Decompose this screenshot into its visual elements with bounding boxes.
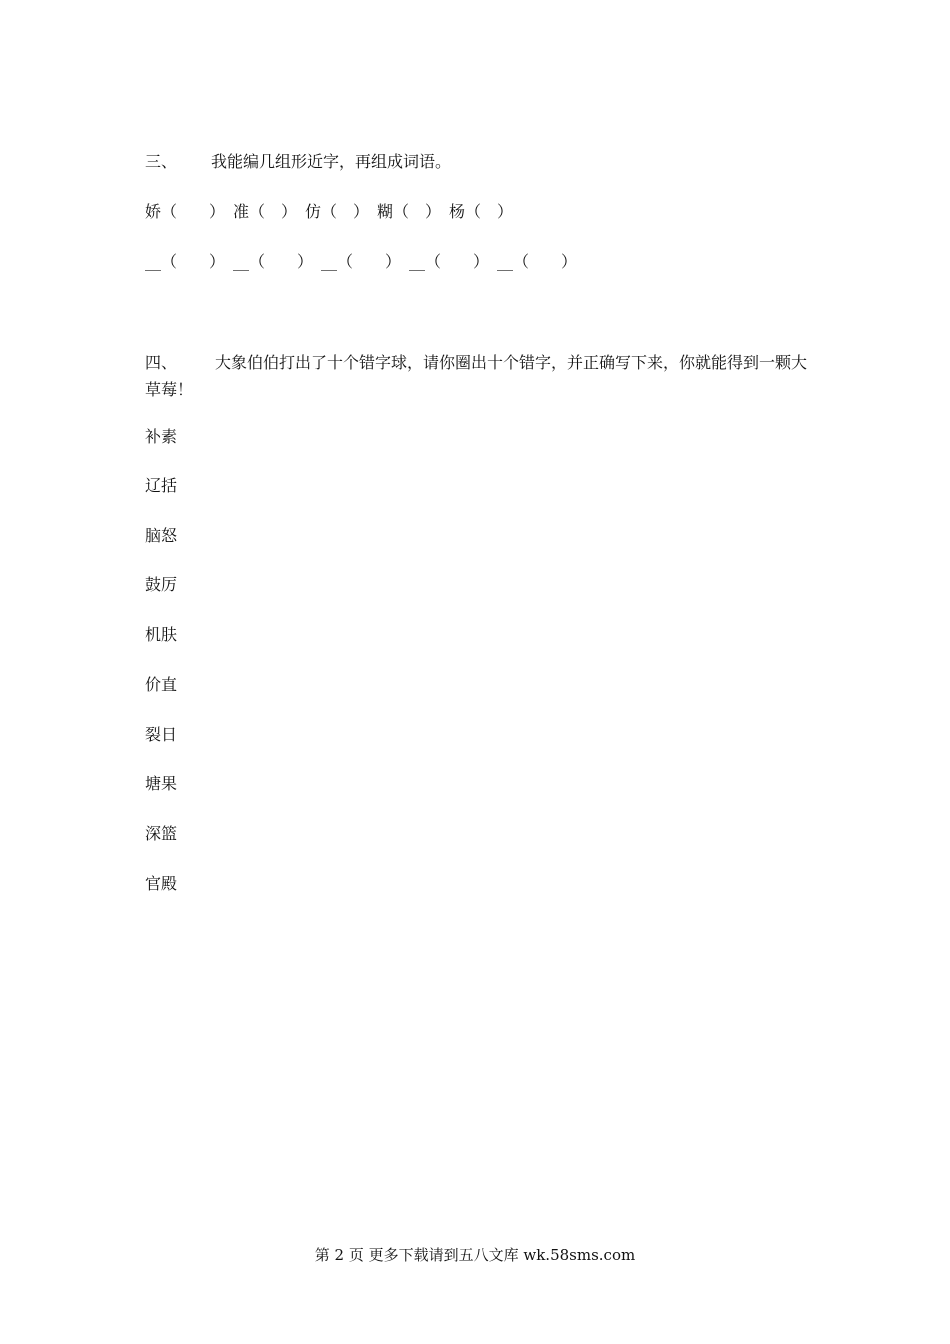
word-item: 脑怒 bbox=[145, 526, 178, 545]
section3-number: 三、 bbox=[145, 152, 178, 171]
section3-row2: __（ ） __（ ） __（ ） __（ ） __（ ） bbox=[145, 252, 578, 271]
section4-instruction: 大象伯伯打出了十个错字球，请你圈出十个错字，并正确写下来，你就能得到一颗大草莓！ bbox=[145, 353, 808, 399]
word-item: 塘果 bbox=[145, 774, 178, 793]
word-item: 辽括 bbox=[145, 476, 178, 495]
word-item: 机肤 bbox=[145, 625, 178, 644]
section3-heading bbox=[145, 152, 451, 172]
section4-number: 四、 bbox=[145, 353, 178, 372]
word-item: 深篮 bbox=[145, 824, 178, 843]
word-item: 鼓厉 bbox=[145, 575, 178, 594]
section4-heading bbox=[145, 349, 810, 403]
page-footer: 第 2 页 更多下载请到五八文库 wk.58sms.com bbox=[314, 1246, 636, 1264]
section3-row1: 娇（ ） 准（ ） 仿（ ） 糊（ ） 杨（ ） bbox=[145, 202, 514, 221]
word-item: 补素 bbox=[145, 427, 178, 446]
word-item: 裂日 bbox=[145, 725, 178, 744]
word-item: 官殿 bbox=[145, 874, 178, 893]
word-item: 价直 bbox=[145, 675, 178, 694]
section3-instruction: 我能编几组形近字，再组成词语。 bbox=[211, 152, 452, 171]
